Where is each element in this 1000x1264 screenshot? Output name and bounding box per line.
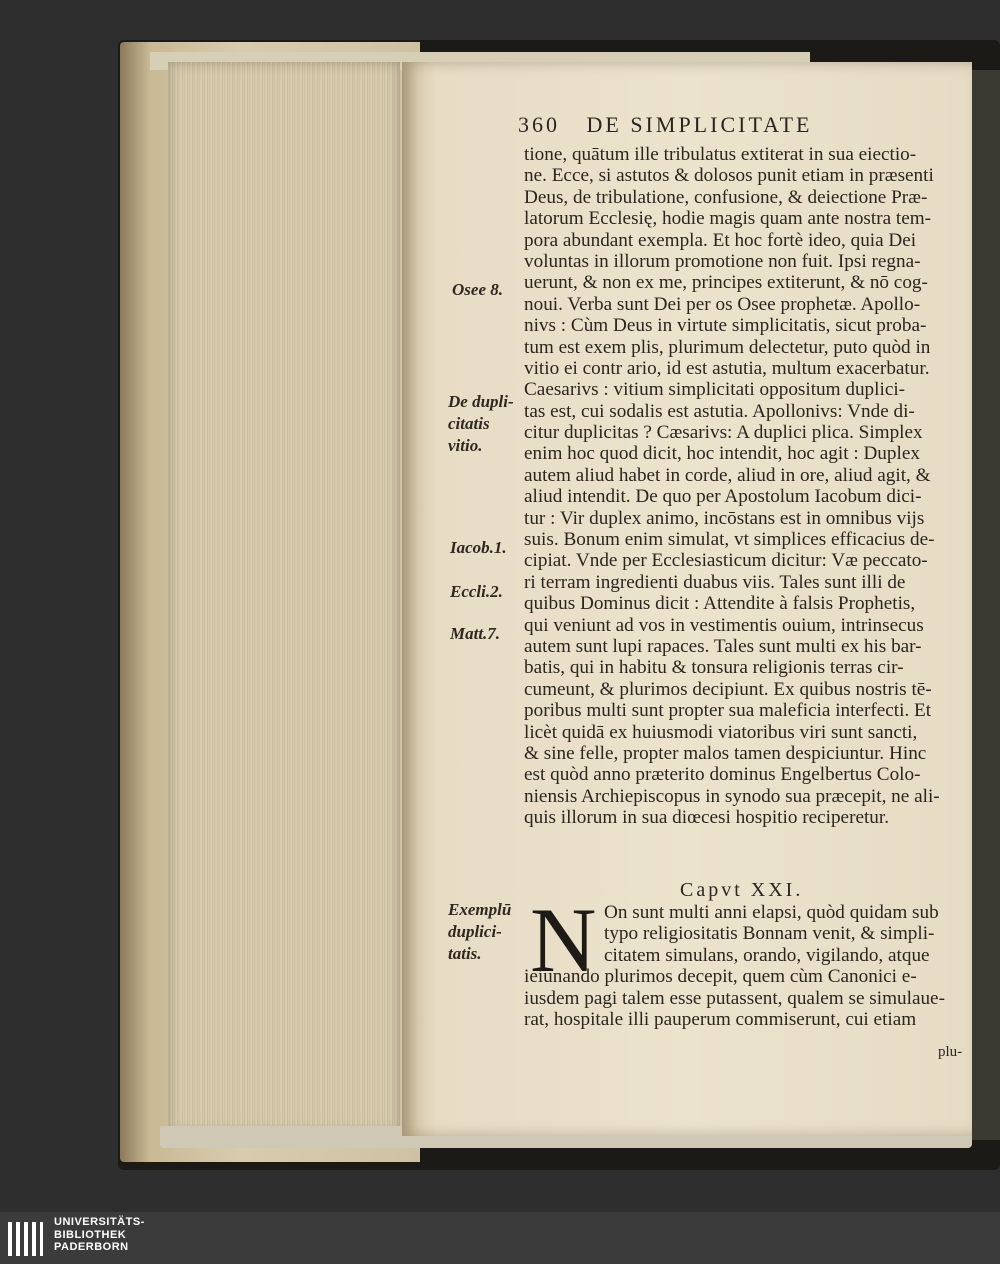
catchword: plu- [938, 1044, 963, 1060]
marginal-note: tatis. [448, 944, 482, 963]
text-line: cipiat. Vnde per Ecclesiasticum dicitur: Væ peccato- [524, 550, 928, 572]
text-line: nivs : Cùm Deus in virtute simplicitatis, sicut proba- [524, 315, 927, 337]
text-line: enim hoc quod dicit, hoc intendit, hoc agit : Duplex [524, 443, 920, 465]
text-line: rat, hospitale illi pauperum commiserunt, cui etiam [524, 1008, 917, 1030]
page-edges-left [168, 62, 400, 1132]
logo-line: BIBLIOTHEK [54, 1228, 127, 1241]
chapter-heading: Capvt XXI. [680, 879, 804, 901]
text-line: quibus Dominus dicit : Attendite à falsis Prophetis, [524, 593, 916, 615]
text-line: ieiunando plurimos decepit, quem cùm Canonici e- [524, 966, 917, 988]
text-line: batis, qui in habitu & tonsura religionis terras cir- [524, 657, 904, 679]
logo-line: PADERBORN [54, 1241, 129, 1253]
text-line: Deus, de tribulatione, confusione, & deiectione Præ- [524, 186, 928, 208]
text-line: suis. Bonum enim simulat, vt simplices efficacius de- [524, 529, 935, 551]
marginal-note: Exemplū [448, 900, 512, 919]
drop-cap-initial: N [530, 889, 597, 991]
page-number: 360 [518, 112, 560, 137]
text-line: autem aliud habet in corde, aliud in ore, aliud agit, & [524, 464, 931, 486]
marginal-note: De dupli- [448, 392, 514, 411]
marginal-note: Osee 8. [452, 280, 503, 299]
text-line: iusdem pagi talem esse putassent, qualem se simulaue- [524, 987, 945, 1009]
text-line: latorum Ecclesię, hodie magis quam ante nostra tem- [524, 208, 932, 230]
page-header [518, 112, 938, 140]
text-line: tur : Vir duplex animo, incōstans est in omnibus vijs [524, 507, 925, 529]
text-line: uerunt, & non ex me, principes extiterunt, & nō cog- [524, 272, 928, 294]
text-line: tas est, cui sodalis est astutia. Apollonivs: Vnde di- [524, 400, 915, 422]
text-line: ne. Ecce, si astutos & dolosos punit etiam in præsenti [524, 165, 934, 187]
text-line: pora abundant exempla. Et hoc fortè ideo, quia Dei [524, 229, 917, 251]
running-title: DE SIMPLICITATE [586, 112, 813, 137]
text-line: typo religiositatis Bonnam venit, & simpli- [604, 923, 935, 945]
text-line: niensis Archiepiscopus in synodo sua præcepit, ne ali- [524, 785, 940, 807]
text-line: Caesarivs : vitium simplicitati oppositum duplici- [524, 379, 906, 401]
text-line: & sine felle, propter malos tamen despiciuntur. Hinc [524, 742, 927, 764]
marginal-note: citatis [448, 414, 490, 433]
library-footer [0, 1212, 1000, 1264]
text-line: aliud intendit. De quo per Apostolum Iacobum dici- [524, 486, 922, 508]
marginal-note: Eccli.2. [450, 582, 503, 601]
text-line: est quòd anno præterito dominus Engelbertus Colo- [524, 764, 921, 786]
text-line: citatem simulans, orando, vigilando, atque [604, 944, 930, 966]
text-line: quis illorum in sua diœcesi hospitio reciperetur. [524, 807, 890, 829]
library-logo-text [54, 1216, 145, 1254]
text-line: On sunt multi anni elapsi, quòd quidam sub [604, 902, 939, 923]
text-line: vitio ei contr ario, id est astutia, multum exacerbatur. [524, 357, 930, 379]
text-line: autem sunt lupi rapaces. Tales sunt multi ex his bar- [524, 635, 922, 657]
text-line: voluntas in illorum promotione non fuit. Ipsi regna- [524, 250, 921, 272]
text-line: ri terram ingredienti duabus viis. Tales sunt illi de [524, 571, 906, 593]
text-line: tum est exem plis, plurimum delectetur, puto quòd in [524, 336, 931, 358]
text-line: qui veniunt ad vos in vestimentis ouium, intrinsecus [524, 614, 924, 636]
library-logo-icon [8, 1222, 48, 1256]
text-line: licèt quidā ex huiusmodi viatoribus viri sunt sancti, [524, 721, 918, 743]
text-line: poribus multi sunt propter sua maleficia interfecti. Et [524, 700, 932, 722]
marginal-note: Matt.7. [450, 624, 501, 643]
text-line: tione, quātum ille tribulatus extiterat in sua eiectio- [524, 144, 917, 165]
text-line: noui. Verba sunt Dei per os Osee prophetæ. Apollo- [524, 293, 921, 315]
text-line: cumeunt, & plurimos decipiunt. Ex quibus nostris tē- [524, 678, 932, 700]
text-line: citur duplicitas ? Cæsarivs: A duplici plica. Simplex [524, 422, 923, 444]
marginal-note: vitio. [448, 436, 483, 455]
marginal-note: duplici- [448, 922, 502, 941]
marginal-note: Iacob.1. [450, 538, 507, 557]
body-text [524, 144, 964, 829]
logo-line: UNIVERSITÄTS- [54, 1216, 145, 1228]
